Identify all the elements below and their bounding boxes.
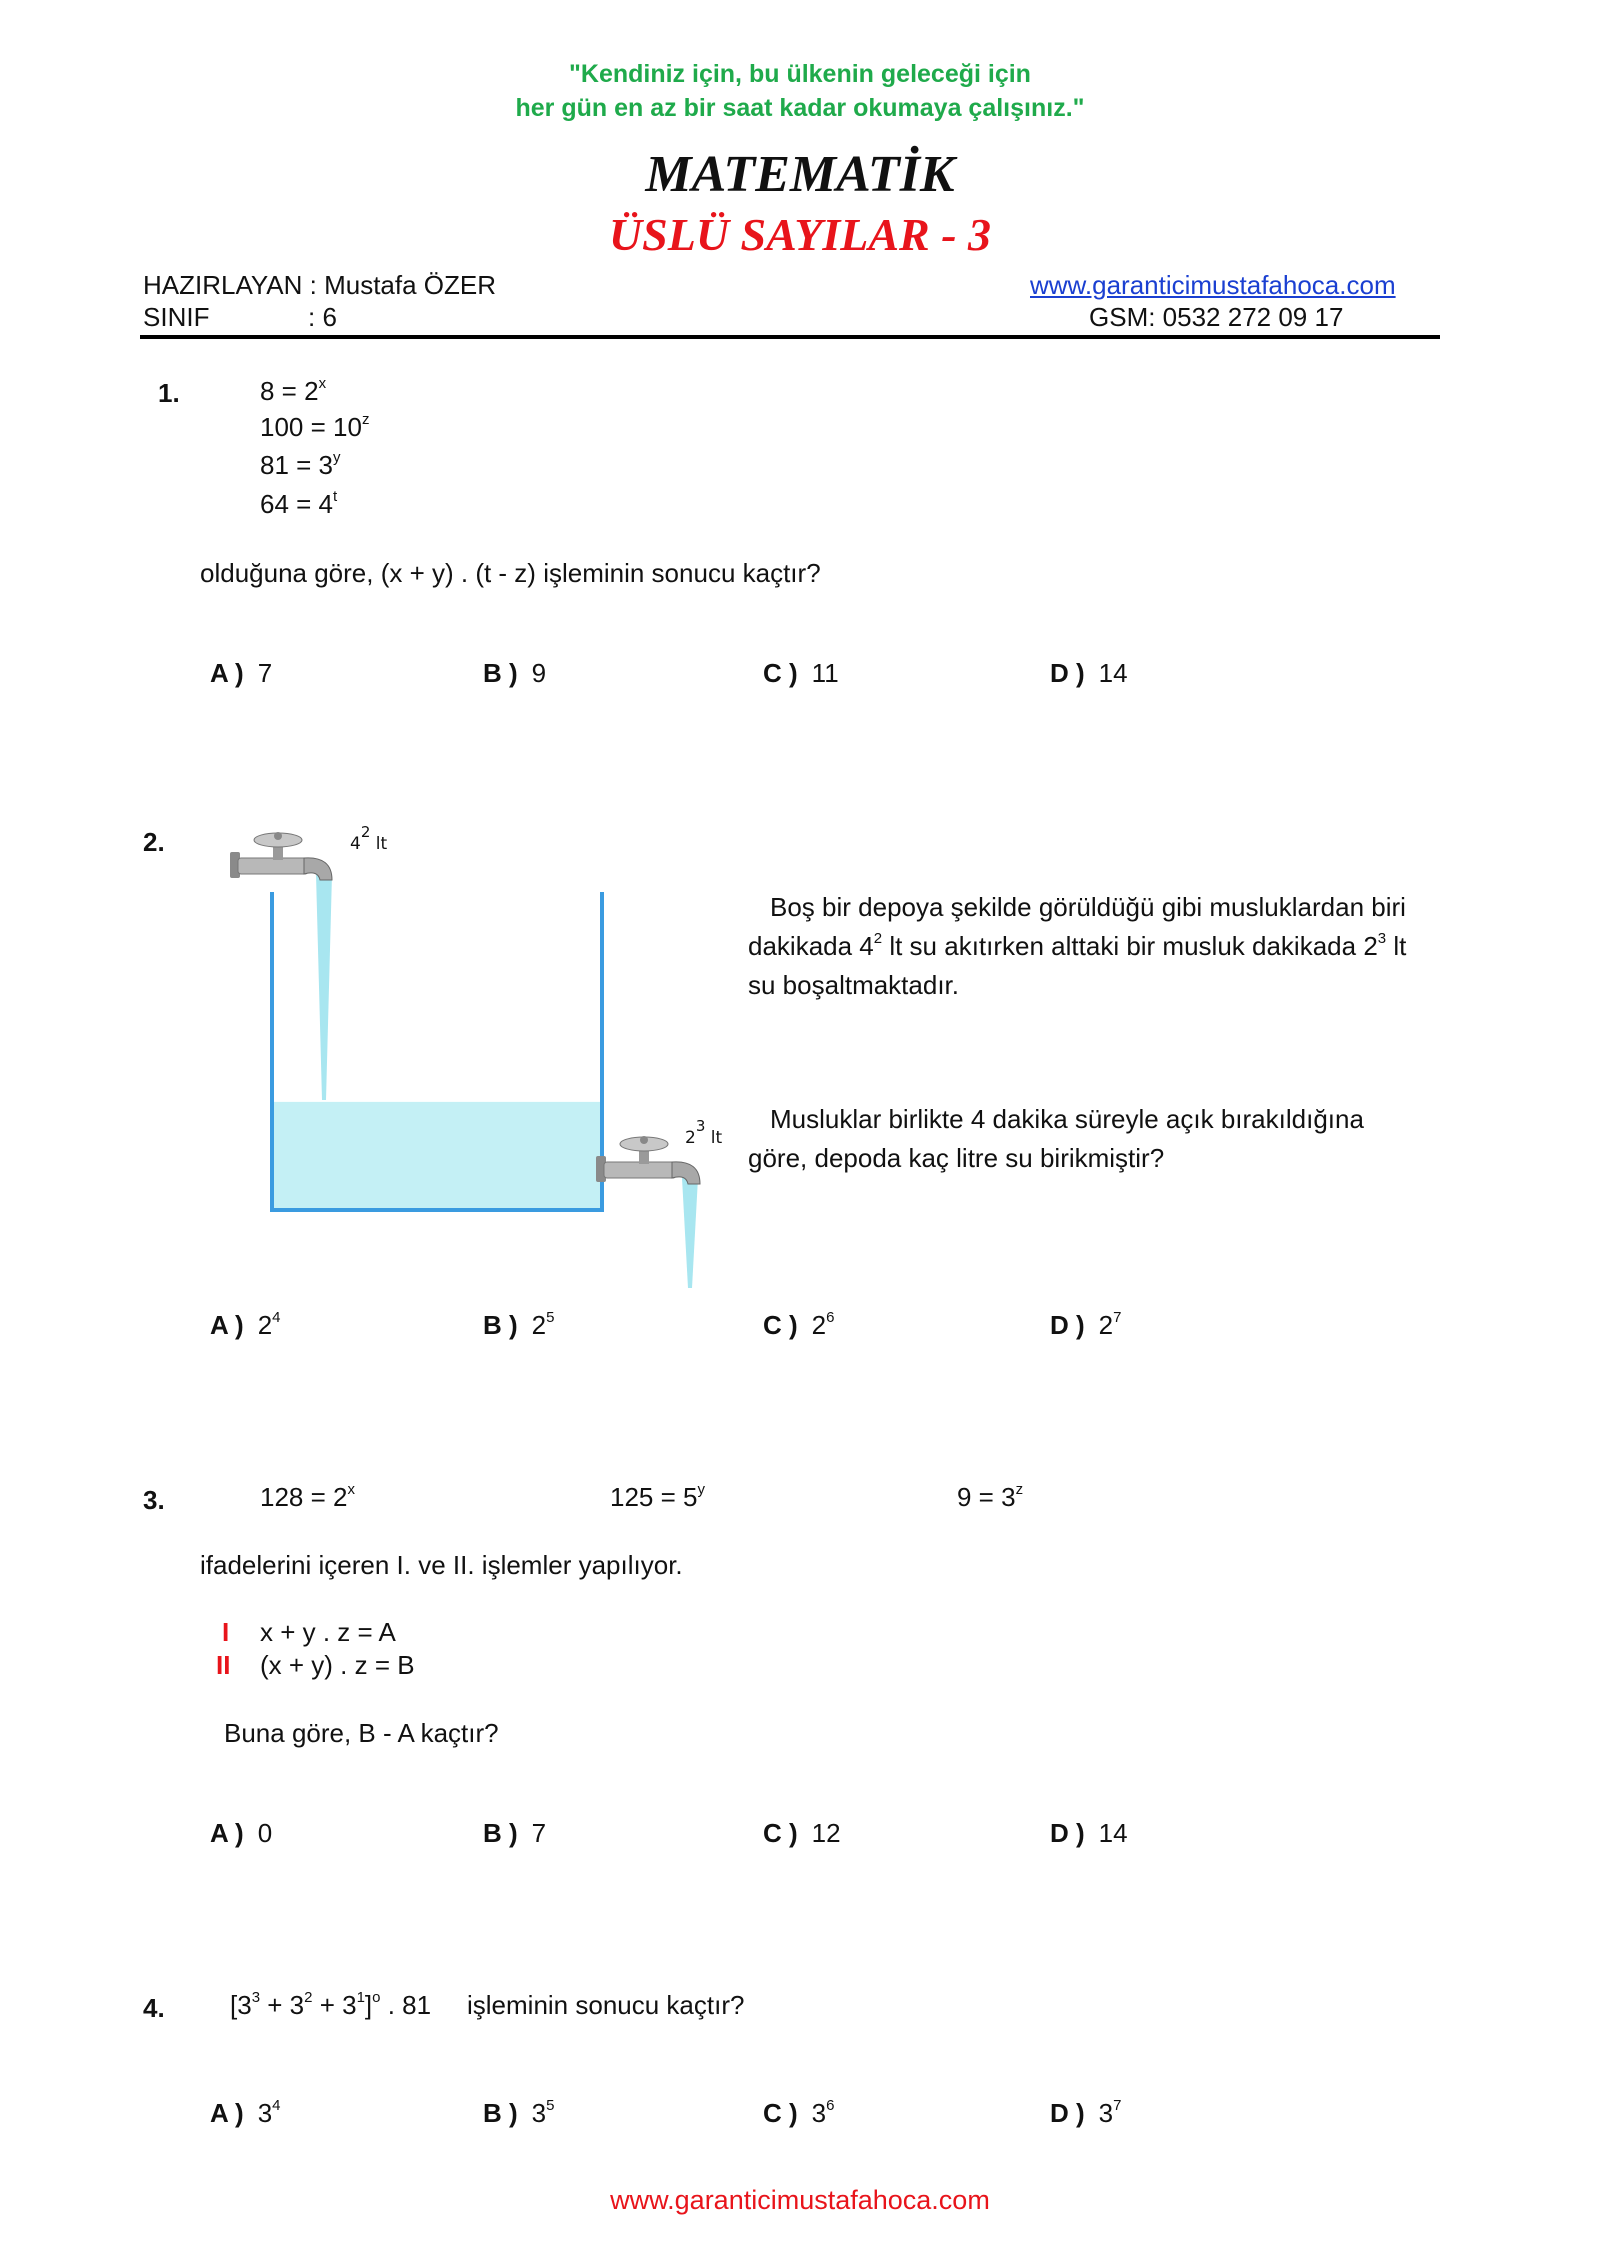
q1-option-c[interactable]: C ) 11 [763, 658, 839, 688]
q1-option-b[interactable]: B ) 9 [483, 658, 547, 688]
q3-question: Buna göre, B - A kaçtır? [224, 1718, 499, 1748]
q4-number: 4. [143, 1993, 165, 2023]
q2-number: 2. [143, 827, 165, 857]
q2-option-b[interactable]: B ) $2^5$ [483, 1309, 555, 1340]
q2-paragraph-1: Boş bir depoya şekilde görüldüğü gibi musluklardan biri dakikada $4^2$ lt su akıtırken alttaki bir musluk dakikada $2^3$ lt su boşaltmaktadır. [748, 892, 1407, 1000]
top-tap-label: $4^2$ lt [350, 823, 388, 854]
author-label: HAZIRLAYAN : Mustafa ÖZER [143, 270, 497, 300]
q4-option-a[interactable]: A ) $3^4$ [210, 2097, 281, 2128]
q4-question: işleminin sonucu kaçtır? [467, 1990, 745, 2020]
q2-option-d[interactable]: D ) $2^7$ [1050, 1309, 1122, 1340]
gsm-number: GSM: 0532 272 09 17 [1089, 302, 1344, 332]
q4-option-b[interactable]: B ) $3^5$ [483, 2097, 555, 2128]
outflow-stream [682, 1178, 698, 1288]
q3-option-d[interactable]: D ) 14 [1050, 1818, 1128, 1848]
q1-question: olduğuna göre, (x + y) . (t - z) işleminin sonucu kaçtır? [200, 558, 821, 588]
inflow-stream [316, 874, 332, 1100]
footer-website[interactable]: www.garanticimustafahoca.com [610, 2185, 990, 2215]
q1-eq-2: $100 = 10^z$ [260, 411, 370, 442]
q1-number: 1. [158, 378, 180, 408]
website-link[interactable]: www.garanticimustafahoca.com [1030, 270, 1396, 300]
tank-water [272, 1102, 602, 1210]
q1-eq-3: $81 = 3^y$ [260, 449, 341, 480]
q3-eq-3: $9 = 3^z$ [957, 1481, 1024, 1512]
class-value: : 6 [308, 302, 337, 332]
q3-op-1-expr: x + y . z = A [260, 1617, 396, 1647]
q3-option-b[interactable]: B ) 7 [483, 1818, 547, 1848]
q3-op-2-label: II [216, 1650, 231, 1680]
q2-option-c[interactable]: C ) $2^6$ [763, 1309, 835, 1340]
water-tank-diagram [220, 800, 740, 1300]
q3-eq-1: $128 = 2^x$ [260, 1481, 355, 1512]
q1-option-a[interactable]: A ) 7 [210, 658, 273, 688]
page-subtitle: ÜSLÜ SAYILAR - 3 [608, 209, 992, 260]
q3-op-2-expr: (x + y) . z = B [260, 1650, 415, 1680]
header-divider [140, 335, 1440, 339]
quote-line-2: her gün en az bir saat kadar okumaya çalışınız." [515, 94, 1085, 122]
q2-paragraph-2: Musluklar birlikte 4 dakika süreyle açık bırakıldığına göre, depoda kaç litre su birikmiştir? [748, 1104, 1364, 1173]
top-faucet-icon [230, 832, 332, 880]
q1-eq-4: $64 = 4^t$ [260, 488, 338, 519]
q3-op-1-label: I [222, 1617, 230, 1647]
quote-line-1: "Kendiniz için, bu ülkenin geleceği için [569, 60, 1031, 88]
q3-intro: ifadelerini içeren I. ve II. işlemler yapılıyor. [200, 1550, 683, 1580]
q4-expression: $[3^3 + 3^2 + 3^1]^o$ . 81 [230, 1989, 432, 2020]
q1-option-d[interactable]: D ) 14 [1050, 658, 1128, 688]
q1-eq-1: $8 = 2^x$ [260, 375, 327, 406]
q3-number: 3. [143, 1485, 165, 1515]
page-title: MATEMATİK [645, 146, 955, 203]
q3-eq-2: $125 = 5^y$ [610, 1481, 705, 1512]
q4-option-c[interactable]: C ) $3^6$ [763, 2097, 835, 2128]
q3-option-a[interactable]: A ) 0 [210, 1818, 273, 1848]
bottom-tap-label: $2^3$ lt [685, 1117, 723, 1148]
class-label: SINIF [143, 302, 210, 332]
q2-option-a[interactable]: A ) $2^4$ [210, 1309, 281, 1340]
q3-option-c[interactable]: C ) 12 [763, 1818, 841, 1848]
q4-option-d[interactable]: D ) $3^7$ [1050, 2097, 1122, 2128]
